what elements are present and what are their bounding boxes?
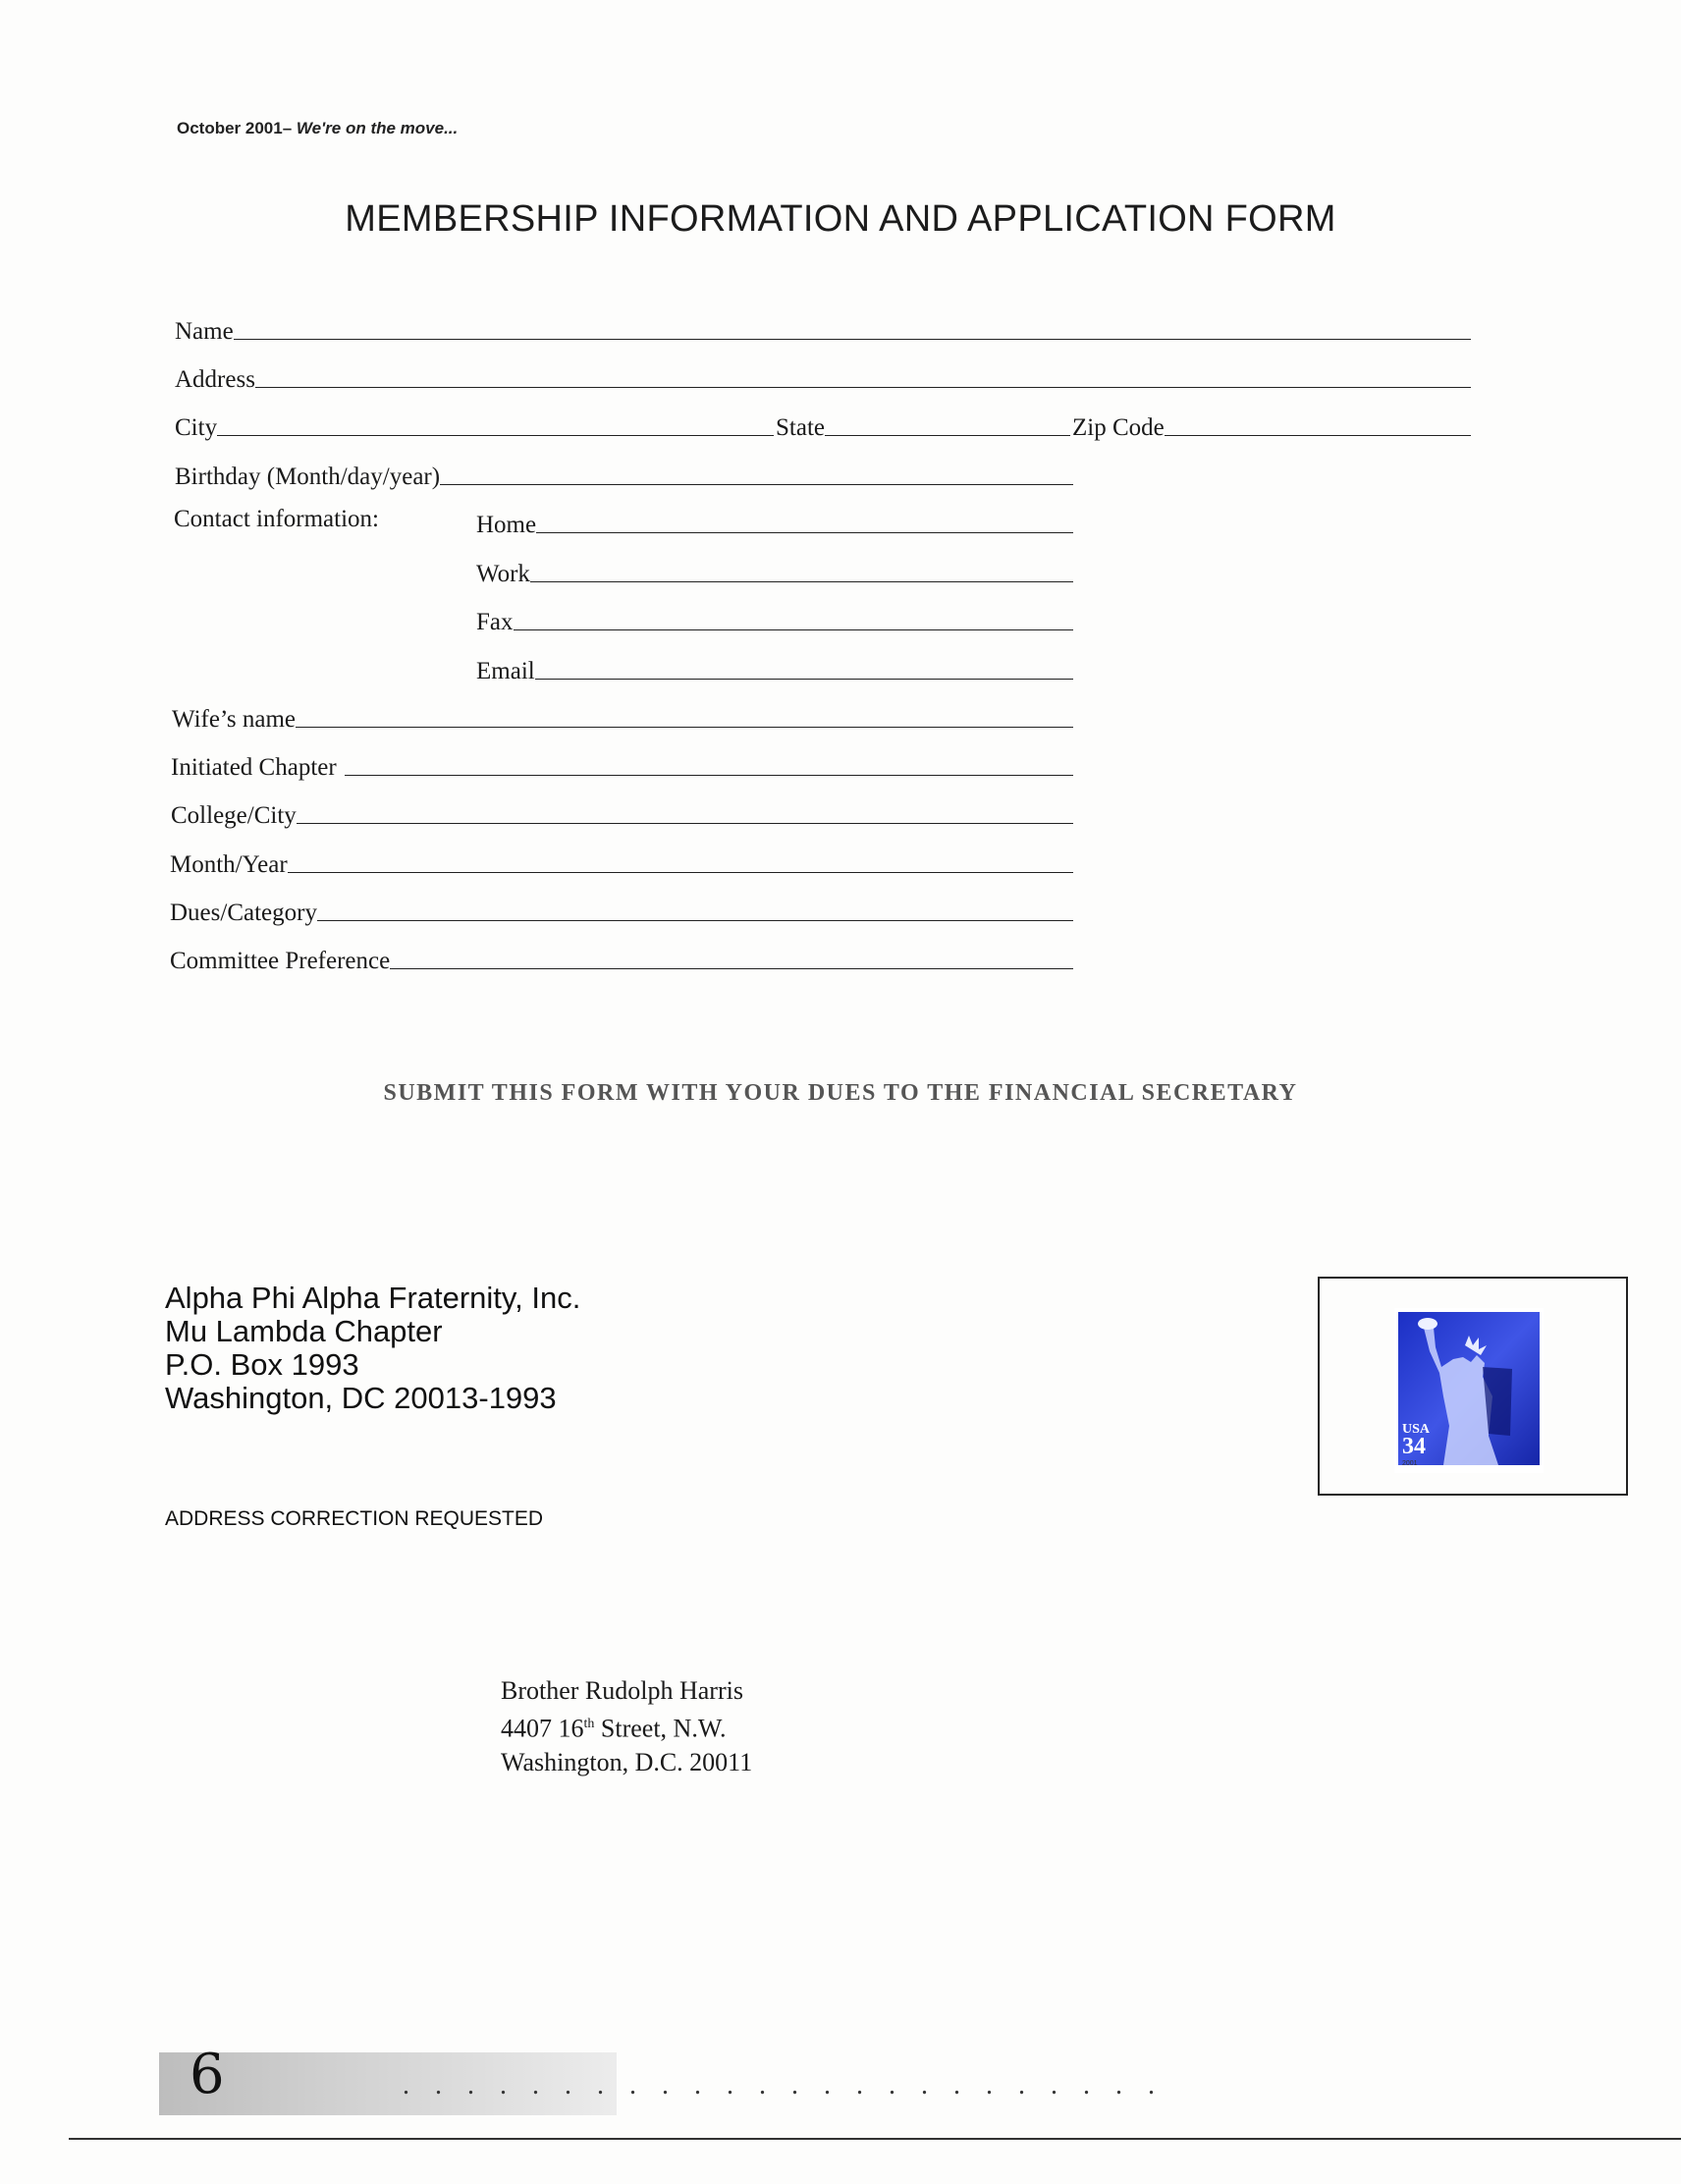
chapter-field[interactable]	[171, 748, 1073, 782]
name-label: Name	[175, 318, 234, 345]
wife-line[interactable]	[296, 727, 1073, 728]
return-address-line3: P.O. Box 1993	[165, 1347, 359, 1382]
committee-line[interactable]	[390, 968, 1073, 969]
home-line[interactable]	[536, 532, 1073, 533]
fax-label: Fax	[476, 609, 514, 635]
monthyear-label: Month/Year	[170, 851, 288, 878]
return-address	[165, 1282, 580, 1415]
name-field[interactable]	[175, 312, 1471, 346]
state-label: State	[776, 414, 825, 441]
home-field[interactable]	[476, 506, 1073, 539]
recipient-name: Brother Rudolph Harris	[501, 1676, 743, 1705]
chapter-line[interactable]	[345, 775, 1073, 776]
home-label: Home	[476, 512, 537, 538]
zip-field[interactable]	[1072, 409, 1471, 442]
postage-stamp	[1394, 1308, 1544, 1473]
stamp-country: USA	[1402, 1422, 1431, 1437]
form-title: MEMBERSHIP INFORMATION AND APPLICATION FORM	[345, 198, 1336, 240]
city-label: City	[175, 414, 218, 441]
committee-label: Committee Preference	[170, 948, 391, 974]
recipient-city: Washington, D.C. 20011	[501, 1747, 753, 1776]
city-field[interactable]	[175, 409, 774, 442]
monthyear-line[interactable]	[288, 872, 1073, 873]
wife-label: Wife’s name	[172, 706, 297, 733]
email-line[interactable]	[535, 679, 1073, 680]
chapter-label: Initiated Chapter	[171, 754, 337, 781]
college-label: College/City	[171, 802, 297, 829]
footer-dot-leader: ........................	[403, 2070, 1180, 2101]
dues-field[interactable]	[170, 894, 1073, 927]
recipient-address	[501, 1674, 752, 1779]
name-line[interactable]	[234, 339, 1471, 340]
recipient-street-suffix: th	[583, 1717, 595, 1731]
college-line[interactable]	[297, 823, 1073, 824]
dues-line[interactable]	[317, 920, 1073, 921]
committee-field[interactable]	[170, 942, 1073, 975]
work-label: Work	[476, 561, 530, 587]
stamp-year: 2001	[1402, 1460, 1418, 1467]
monthyear-field[interactable]	[170, 846, 1073, 879]
return-address-line4: Washington, DC 20013-1993	[165, 1381, 557, 1415]
state-field[interactable]	[776, 409, 1070, 442]
birthday-field[interactable]	[175, 458, 1073, 491]
page-number: 6	[190, 2043, 225, 2106]
fax-field[interactable]	[476, 603, 1073, 636]
issue-header	[177, 119, 458, 138]
submit-instruction: SUBMIT THIS FORM WITH YOUR DUES TO THE FINANCIAL SECRETARY	[383, 1080, 1298, 1106]
return-address-line2: Mu Lambda Chapter	[165, 1314, 443, 1348]
work-field[interactable]	[476, 555, 1073, 588]
address-line[interactable]	[255, 387, 1471, 388]
wife-field[interactable]	[172, 700, 1073, 734]
footer-rule	[69, 2138, 1681, 2140]
birthday-line[interactable]	[440, 484, 1073, 485]
city-line[interactable]	[217, 435, 774, 436]
fax-line[interactable]	[514, 629, 1074, 630]
issue-date: October 2001–	[177, 119, 293, 137]
birthday-label: Birthday (Month/day/year)	[175, 464, 441, 490]
zip-label: Zip Code	[1072, 414, 1165, 441]
college-field[interactable]	[171, 796, 1073, 830]
state-line[interactable]	[825, 435, 1070, 436]
stamp-value: 34	[1402, 1434, 1426, 1459]
dues-label: Dues/Category	[170, 900, 317, 926]
zip-line[interactable]	[1165, 435, 1471, 436]
address-label: Address	[175, 366, 255, 393]
issue-tagline: We're on the move...	[296, 119, 459, 137]
address-field[interactable]	[175, 360, 1471, 394]
recipient-street	[501, 1708, 752, 1746]
address-correction-note: ADDRESS CORRECTION REQUESTED	[165, 1507, 544, 1530]
recipient-street-number: 4407 16	[501, 1714, 584, 1743]
work-line[interactable]	[530, 581, 1073, 582]
recipient-street-name: Street, N.W.	[594, 1714, 727, 1743]
email-field[interactable]	[476, 652, 1073, 685]
contact-label: Contact information:	[174, 506, 379, 532]
email-label: Email	[476, 658, 535, 684]
return-address-line1: Alpha Phi Alpha Fraternity, Inc.	[165, 1281, 581, 1315]
